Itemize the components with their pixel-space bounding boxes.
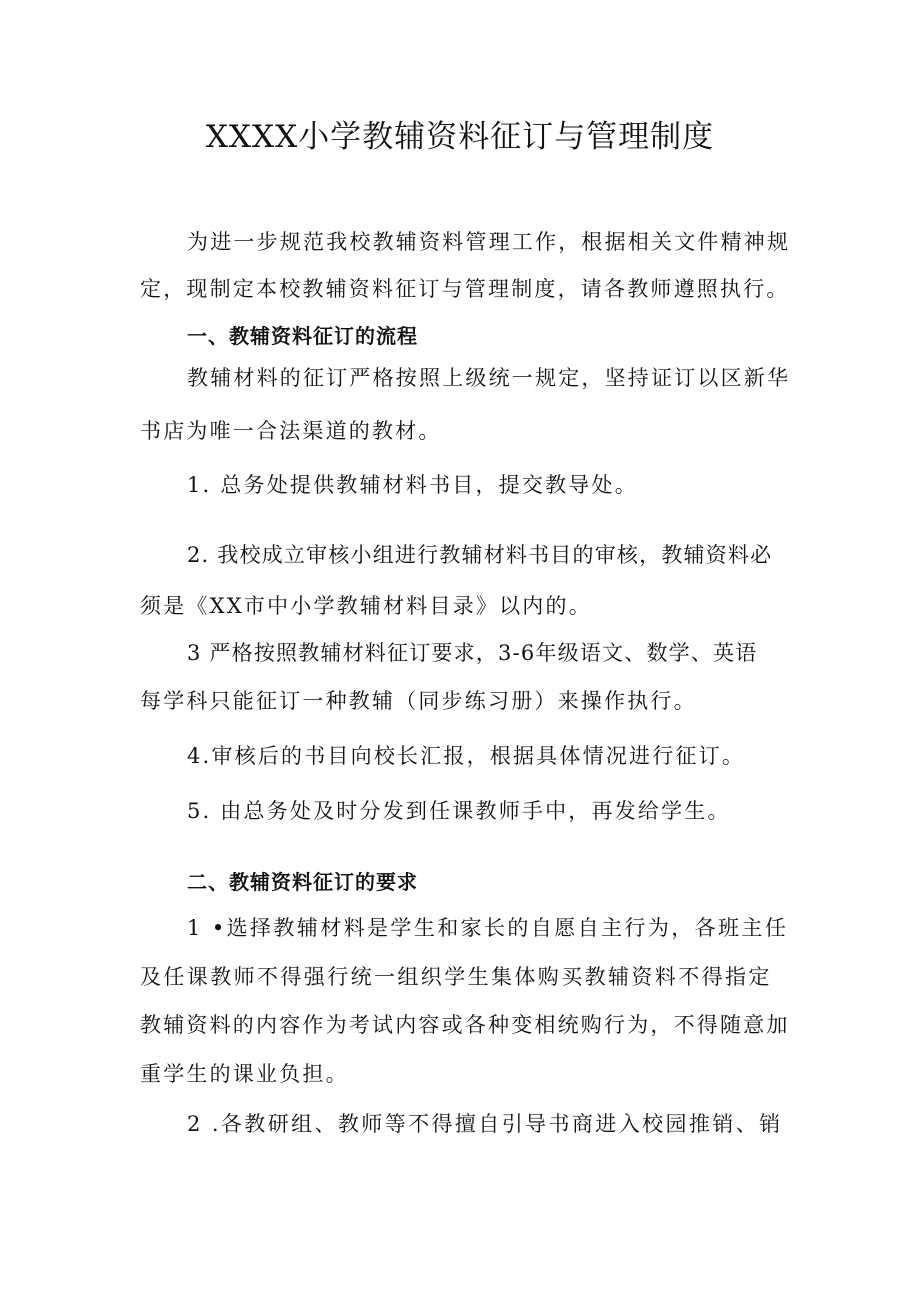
intro-line-1: 为进一步规范我校教辅资料管理工作，根据相关文件精神规 xyxy=(187,230,791,254)
section-1-item-2-line-1: 2. 我校成立审核小组进行教辅材料书目的审核，教辅资料必 xyxy=(187,543,773,567)
section-2-item-1-line-4: 重学生的课业负担。 xyxy=(140,1062,349,1086)
section-1-line-1: 教辅材料的征订严格按照上级统一规定，坚持证订以区新华 xyxy=(187,366,791,390)
section-2-item-1-line-1: 1 •选择教辅材料是学生和家长的自愿自主行为，各班主任 xyxy=(187,916,789,940)
section-2-heading: 二、教辅资料征订的要求 xyxy=(187,870,418,894)
section-1-item-3-line-2: 每学科只能征订一种教辅（同步练习册）来操作执行。 xyxy=(140,689,697,713)
intro-line-2: 定，现制定本校教辅资料征订与管理制度，请各教师遵照执行。 xyxy=(140,277,790,301)
section-1-line-2: 书店为唯一合法渠道的教材。 xyxy=(140,419,442,443)
section-2-item-2-line-1: 2 .各教研组、教师等不得擅自引导书商进入校园推销、销 xyxy=(187,1112,783,1136)
document-title: XXXX小学教辅资料征订与管理制度 xyxy=(205,119,715,155)
section-1-item-2-line-2: 须是《XX市中小学教辅材料目录》以内的。 xyxy=(140,594,592,618)
section-1-heading: 一、教辅资料征订的流程 xyxy=(187,324,418,348)
section-2-item-1-line-2: 及任课教师不得强行统一组织学生集体购买教辅资料不得指定 xyxy=(140,965,772,989)
section-1-item-4: 4.审核后的书目向校长汇报，根据具体情况进行征订。 xyxy=(187,744,746,768)
section-1-item-3-line-1: 3 严格按照教辅材料征订要求，3-6年级语文、数学、英语 xyxy=(187,641,758,665)
section-2-item-1-line-3: 教辅资料的内容作为考试内容或各种变相统购行为，不得随意加 xyxy=(140,1013,790,1037)
section-1-item-5: 5. 由总务处及时分发到任课教师手中，再发给学生。 xyxy=(187,799,731,823)
section-1-item-1: 1. 总务处提供教辅材料书目，提交教导处。 xyxy=(187,473,638,497)
